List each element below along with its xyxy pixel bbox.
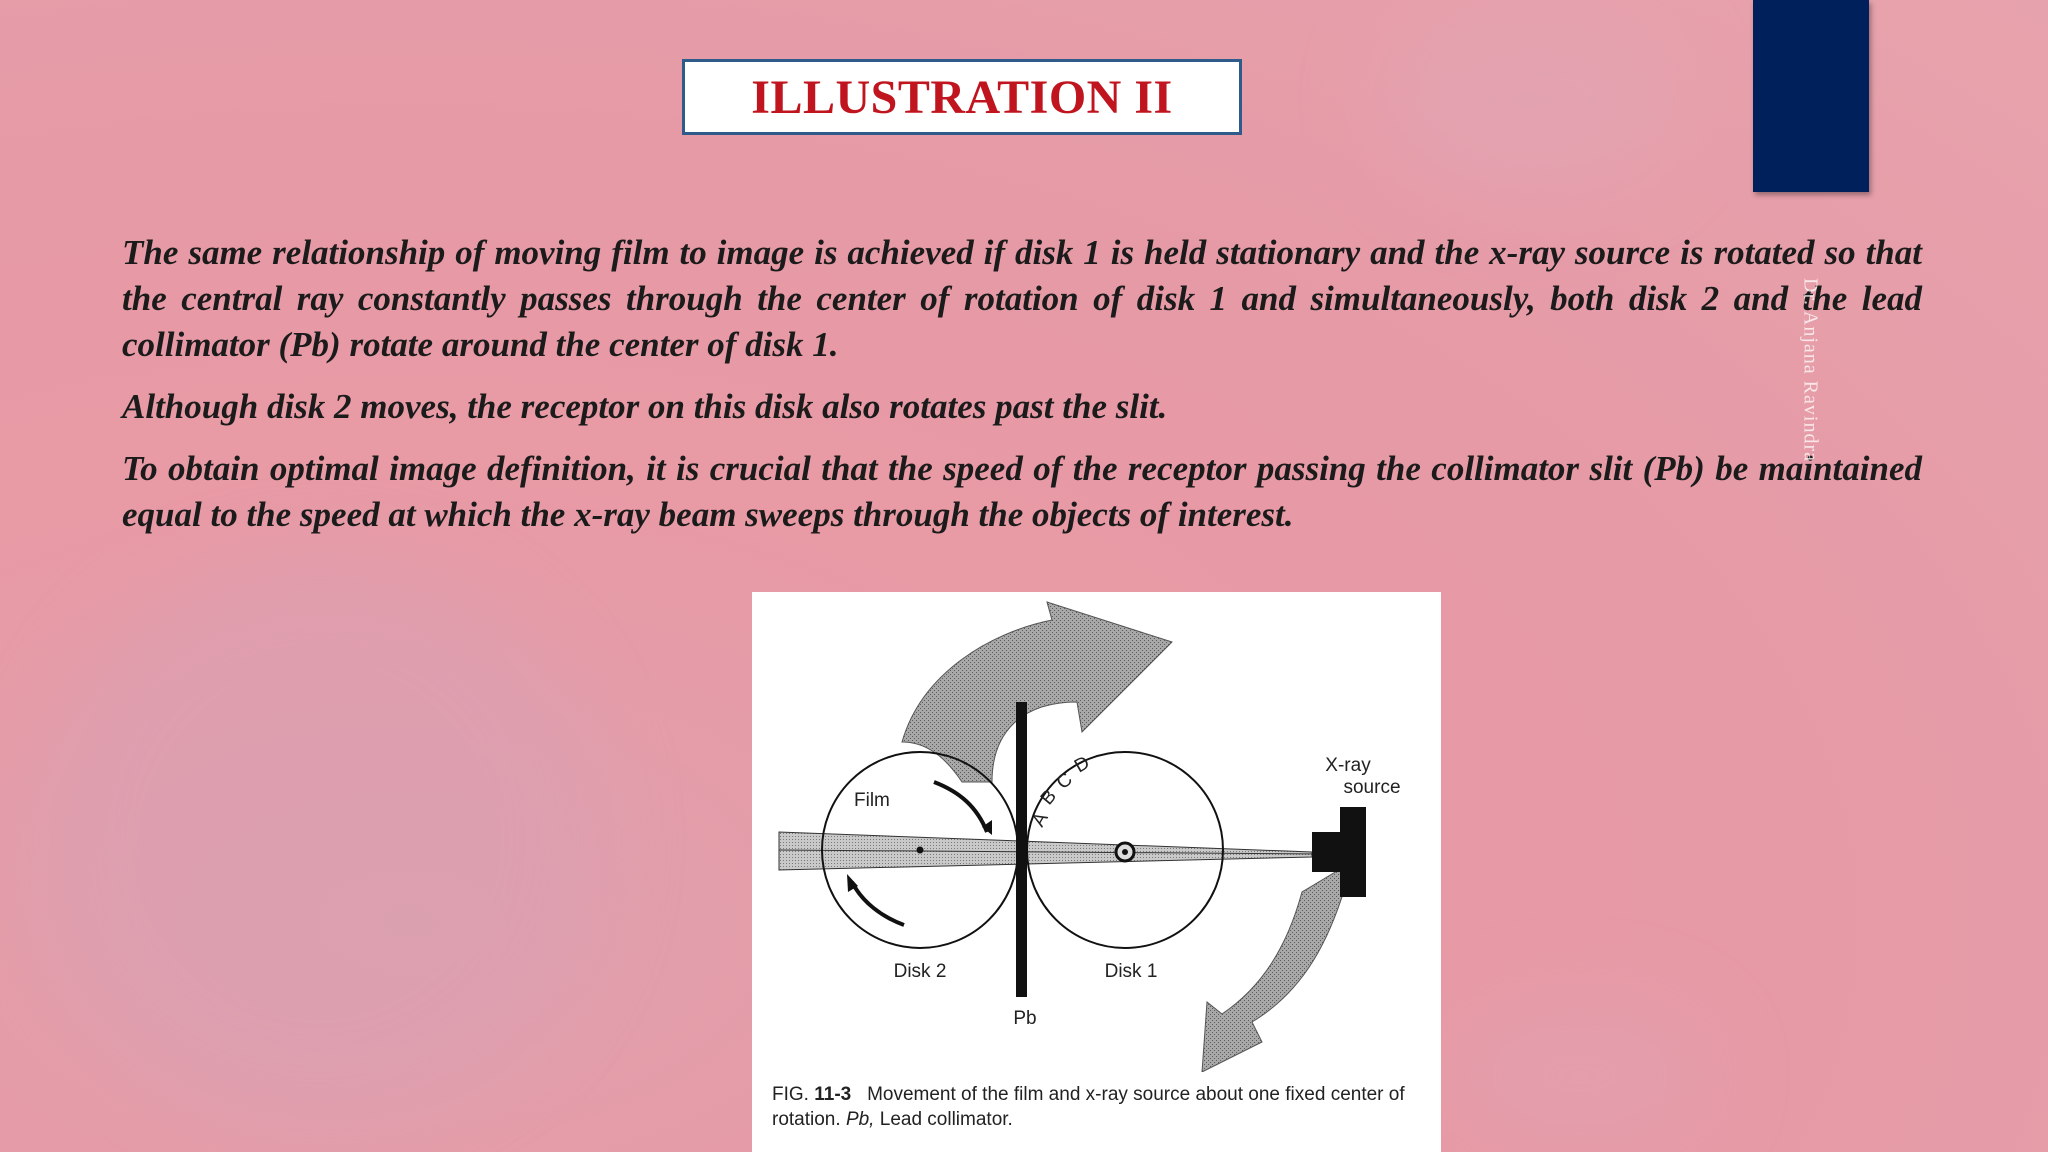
caption-number: 11-3 <box>814 1084 852 1105</box>
background-blob <box>40 560 600 1120</box>
disk-1-pivot <box>1122 849 1128 855</box>
paragraph-2: Although disk 2 moves, the receptor on this disk also rotates past the slit. <box>122 387 1168 426</box>
film-rotation-arrow <box>934 782 987 832</box>
paragraph-1: The same relationship of moving film to image is achieved if disk 1 is held stationary and the x-ray source is rotated so that the central ray constantly passes through the center of rotation of disk 1 and simultaneously, both disk 2 and the lead collimator (Pb) rotate around the center of disk 1. <box>122 233 1922 364</box>
figure-caption <box>772 1082 1422 1132</box>
watermark: Dr. Anjana Ravindra <box>1799 278 1822 462</box>
slide-title: ILLUSTRATION II <box>751 70 1173 124</box>
lead-collimator <box>1016 702 1027 997</box>
caption-pb-text: Lead collimator. <box>879 1109 1013 1130</box>
pb-label: Pb <box>1013 1008 1037 1029</box>
xray-source-label-2: source <box>1343 777 1401 798</box>
background-blob <box>1450 1000 1710 1150</box>
film-label: Film <box>854 790 890 811</box>
body-text <box>122 230 1922 554</box>
caption-prefix: FIG. <box>772 1084 809 1105</box>
lower-rotation-arrow <box>1202 862 1352 1072</box>
xray-source-body <box>1340 807 1366 897</box>
disk-1-label: Disk 1 <box>1104 961 1158 982</box>
paragraph-3: To obtain optimal image definition, it is crucial that the speed of the receptor passing the collimator slit (Pb) be maintained equal to the speed at which the x-ray beam sweeps through the objects of interest. <box>122 449 1922 534</box>
caption-text: Movement of the film and x-ray source about one fixed center of rotation. <box>772 1084 1405 1130</box>
xray-source-label-1: X-ray <box>1325 755 1371 776</box>
point-d-label: D <box>1071 752 1094 778</box>
xray-source <box>1312 832 1340 872</box>
point-a-label: A <box>1028 809 1053 831</box>
point-b-label: B <box>1036 785 1061 810</box>
corner-accent-bar <box>1753 0 1869 192</box>
figure-panel <box>752 592 1441 1152</box>
caption-pb-abbrev: Pb, <box>845 1109 875 1130</box>
disk2-rotation-arrow <box>852 882 904 925</box>
background-blob <box>1380 0 1680 200</box>
disk-2-center <box>917 847 924 854</box>
disk-2-label: Disk 2 <box>893 961 947 982</box>
title-box <box>682 59 1242 135</box>
tomography-diagram <box>752 592 1441 1072</box>
point-c-label: C <box>1052 768 1077 794</box>
